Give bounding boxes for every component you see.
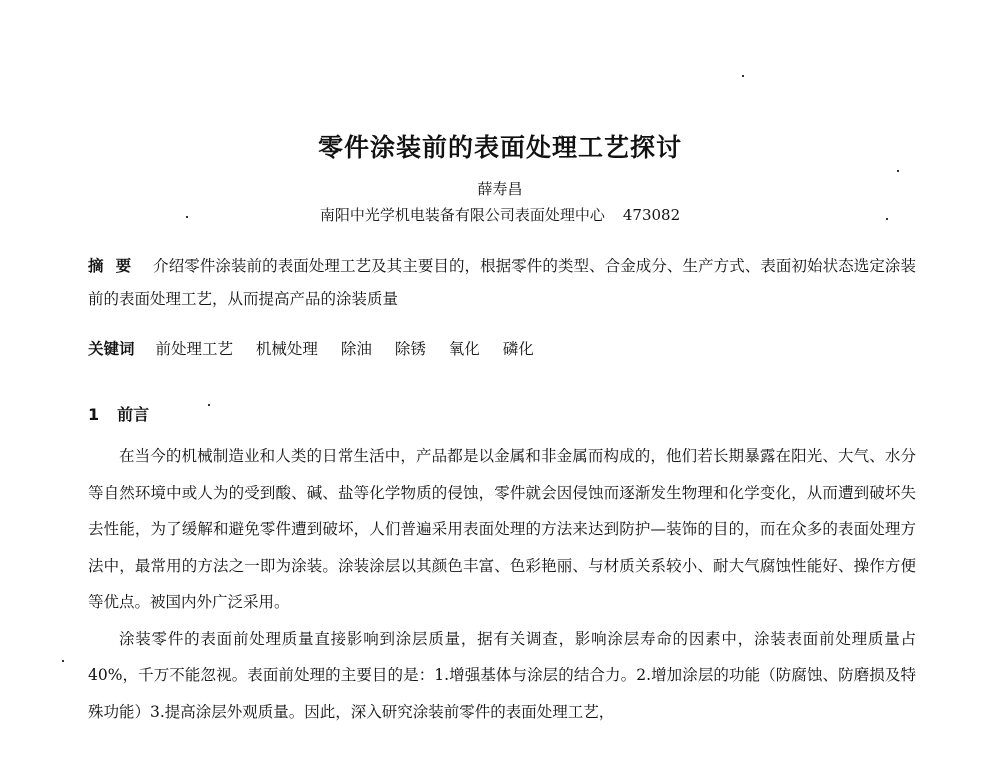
keyword: 氧化	[448, 340, 480, 358]
affiliation-name: 南阳中光学机电装备有限公司表面处理中心	[319, 206, 605, 224]
paragraph: 在当今的机械制造业和人类的日常生活中，产品都是以金属和非金属而构成的，他们若长期暴露在阳光、大气、水分等自然环境中或人为的受到酸、碱、盐等化学物质的侵蚀，零件就会因侵蚀而逐渐发生物理和化学变化，从而遭到破坏失去性能，为了缓解和避免零件遭到破坏，人们普遍采用表面处理的方法来达到防护—装饰的目的，而在众多的表面处理方法中，最常用的方法之一即为涂装。涂装涂层以其颜色丰富、色彩艳丽、与材质关系较小、耐大气腐蚀性能好、操作方便等优点。被国内外广泛采用。	[88, 447, 916, 611]
keywords-label: 关键词	[88, 340, 135, 358]
abstract	[88, 250, 916, 316]
keyword: 机械处理	[255, 340, 318, 358]
paper-title: 零件涂装前的表面处理工艺探讨	[317, 132, 682, 162]
scan-speck	[62, 660, 64, 662]
abstract-text: 介绍零件涂装前的表面处理工艺及其主要目的，根据零件的类型、合金成分、生产方式、表面初始状态选定涂装前的表面处理工艺，从而提高产品的涂装质量	[88, 257, 916, 308]
author-affiliation	[0, 204, 1000, 225]
keyword: 除锈	[394, 340, 426, 358]
abstract-label: 摘要	[88, 257, 144, 275]
keyword: 前处理工艺	[155, 340, 233, 358]
section-title: 前言	[117, 405, 150, 424]
section-number: 1	[88, 405, 100, 424]
keyword: 磷化	[502, 340, 534, 358]
paragraph: 涂装零件的表面前处理质量直接影响到涂层质量，据有关调查，影响涂层寿命的因素中，涂装表面前处理质量占 40%，千万不能忽视。表面前处理的主要目的是：1.增强基体与涂层的结合力。2.增加涂层的功能（防腐蚀、防磨损及特殊功能）3.提高涂层外观质量。因此，深入研究涂装前零件的表面处理工艺，	[88, 629, 916, 721]
scan-speck	[897, 170, 899, 172]
section-heading	[88, 402, 149, 425]
keywords	[88, 337, 552, 359]
body-text	[88, 438, 916, 730]
scan-speck	[208, 404, 210, 406]
author-name: 薛寿昌	[477, 180, 523, 198]
keyword: 除油	[340, 340, 372, 358]
postal-code: 473082	[622, 206, 681, 224]
scan-speck	[742, 75, 744, 77]
